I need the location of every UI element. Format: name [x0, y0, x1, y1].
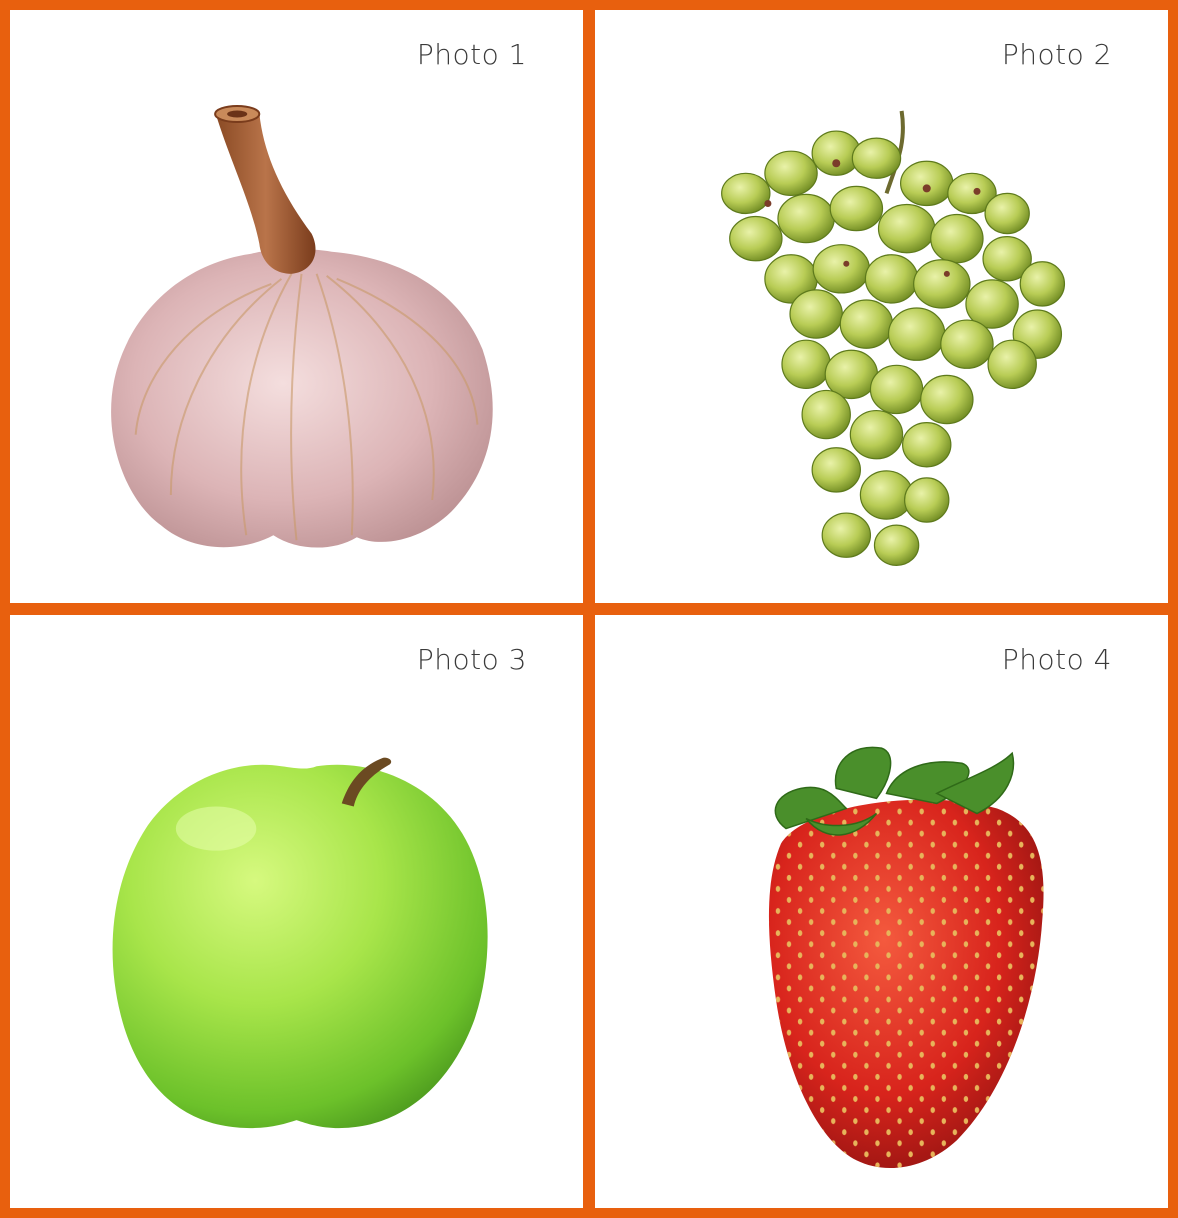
photo-caption-3: Photo 3 — [416, 643, 527, 676]
apple-image — [10, 615, 583, 1208]
photo-card-2 — [595, 10, 1168, 603]
garlic-image — [10, 10, 583, 603]
grapes-image — [595, 10, 1168, 603]
photo-caption-4: Photo 4 — [1001, 643, 1112, 676]
photo-card-1 — [10, 10, 583, 603]
photo-caption-2: Photo 2 — [1001, 38, 1112, 71]
photo-caption-1: Photo 1 — [416, 38, 527, 71]
strawberry-image — [595, 615, 1168, 1208]
photo-card-4 — [595, 615, 1168, 1208]
photo-card-3 — [10, 615, 583, 1208]
